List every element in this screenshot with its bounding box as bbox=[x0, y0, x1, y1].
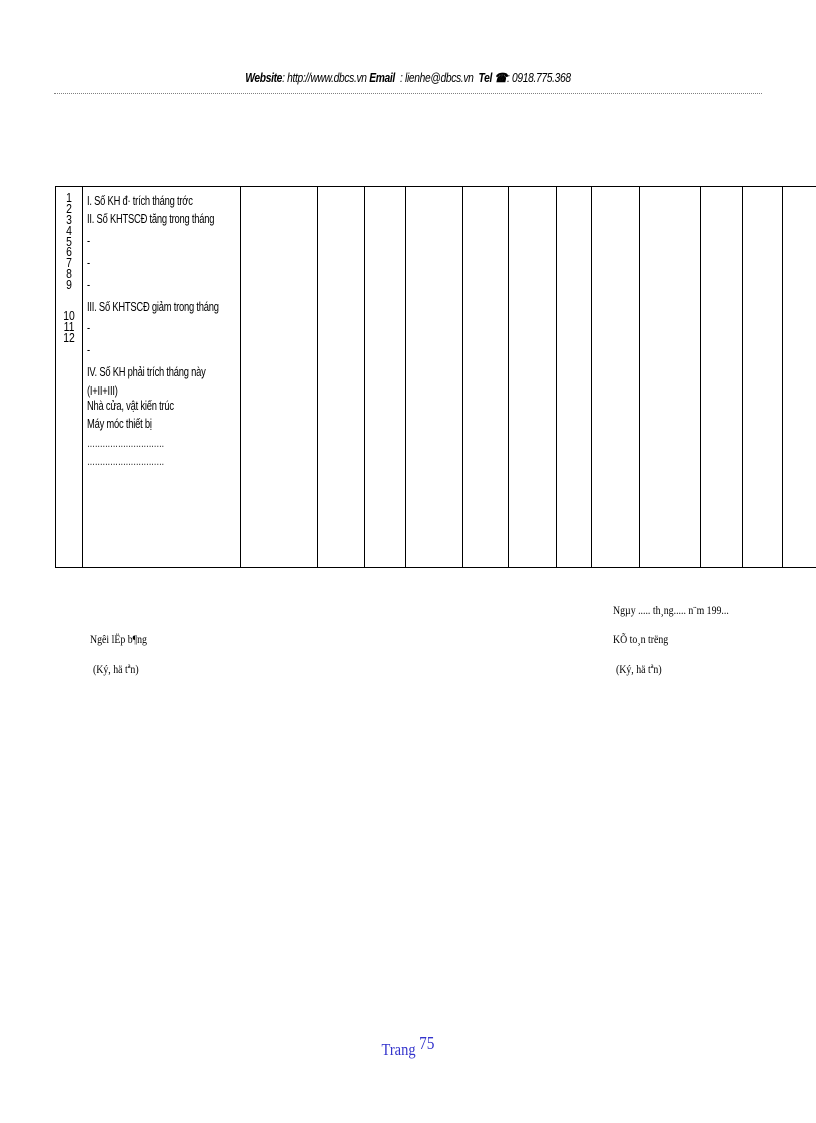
table-column-divider bbox=[742, 186, 743, 567]
table-row-label: IV. Số KH phải trích tháng này bbox=[87, 364, 206, 380]
item-column bbox=[87, 193, 231, 471]
row-number: 7 bbox=[66, 255, 72, 271]
table-row-label: ………………………… bbox=[87, 456, 165, 469]
page-header bbox=[73, 70, 742, 85]
footer-label: Trang bbox=[381, 1040, 416, 1059]
tel-value: : 0918.775.368 bbox=[506, 71, 571, 85]
row-number: 8 bbox=[66, 266, 72, 282]
table-column-divider bbox=[82, 186, 83, 567]
table-column-divider bbox=[782, 186, 783, 567]
table-row-label: II. Số KHTSCĐ tăng trong tháng bbox=[87, 211, 215, 226]
email-value: : lienhe@dbcs.vn bbox=[399, 71, 474, 85]
chief-accountant-title: KÕ to¸n trëng bbox=[613, 632, 669, 646]
table-column-divider bbox=[700, 186, 701, 567]
table-column-divider bbox=[591, 186, 592, 567]
row-number: 5 bbox=[66, 233, 72, 249]
row-number-column bbox=[59, 190, 80, 345]
row-number: 12 bbox=[63, 329, 75, 345]
row-number: 9 bbox=[66, 277, 72, 293]
table-column-divider bbox=[405, 186, 406, 567]
row-number: 6 bbox=[66, 244, 72, 260]
table-row-label: - bbox=[87, 276, 90, 292]
preparer-title: Ngêi lËp b¶ng bbox=[90, 632, 147, 646]
table-column-divider bbox=[639, 186, 640, 567]
website-label: Website bbox=[245, 71, 283, 85]
preparer-note: (Ký, hä tªn) bbox=[93, 662, 139, 676]
tel-label: Tel ☎ bbox=[478, 71, 507, 85]
chief-accountant-note: (Ký, hä tªn) bbox=[616, 662, 662, 676]
table-row-label: Nhà cửa, vật kiến trúc bbox=[87, 398, 174, 414]
row-number: 2 bbox=[66, 200, 72, 216]
website-value: : http://www.dbcs.vn bbox=[282, 71, 367, 85]
table-row-label: - bbox=[87, 320, 90, 336]
table-column-divider bbox=[364, 186, 365, 567]
page-footer bbox=[61, 1033, 755, 1060]
table-column-divider bbox=[462, 186, 463, 567]
email-label: Email bbox=[369, 71, 395, 85]
table-column-divider bbox=[508, 186, 509, 567]
table-row-label: III. Số KHTSCĐ giảm trong tháng bbox=[87, 298, 219, 314]
table-row-label: Máy móc thiết bị bbox=[87, 416, 152, 432]
date-line: Ngµy ..... th¸ng..... n¨m 199... bbox=[613, 603, 729, 617]
row-number: 1 bbox=[66, 190, 72, 205]
row-number: 10 bbox=[63, 308, 75, 324]
page-number: 75 bbox=[419, 1033, 435, 1053]
table-row-label: - bbox=[87, 254, 90, 270]
table-row-label: ………………………… bbox=[87, 438, 165, 451]
table-column-divider bbox=[317, 186, 318, 567]
row-number: 3 bbox=[66, 211, 72, 227]
table-row-label: (I+II+III) bbox=[87, 383, 118, 399]
row-number: 4 bbox=[66, 222, 72, 238]
row-number: 11 bbox=[63, 318, 75, 334]
table-row-label: I. Số KH đ· trích tháng trớc bbox=[87, 193, 193, 208]
table-row-label: - bbox=[87, 342, 90, 358]
header-divider bbox=[54, 93, 762, 94]
table-row-label: - bbox=[87, 232, 90, 248]
table-column-divider bbox=[556, 186, 557, 567]
table-column-divider bbox=[240, 186, 241, 567]
